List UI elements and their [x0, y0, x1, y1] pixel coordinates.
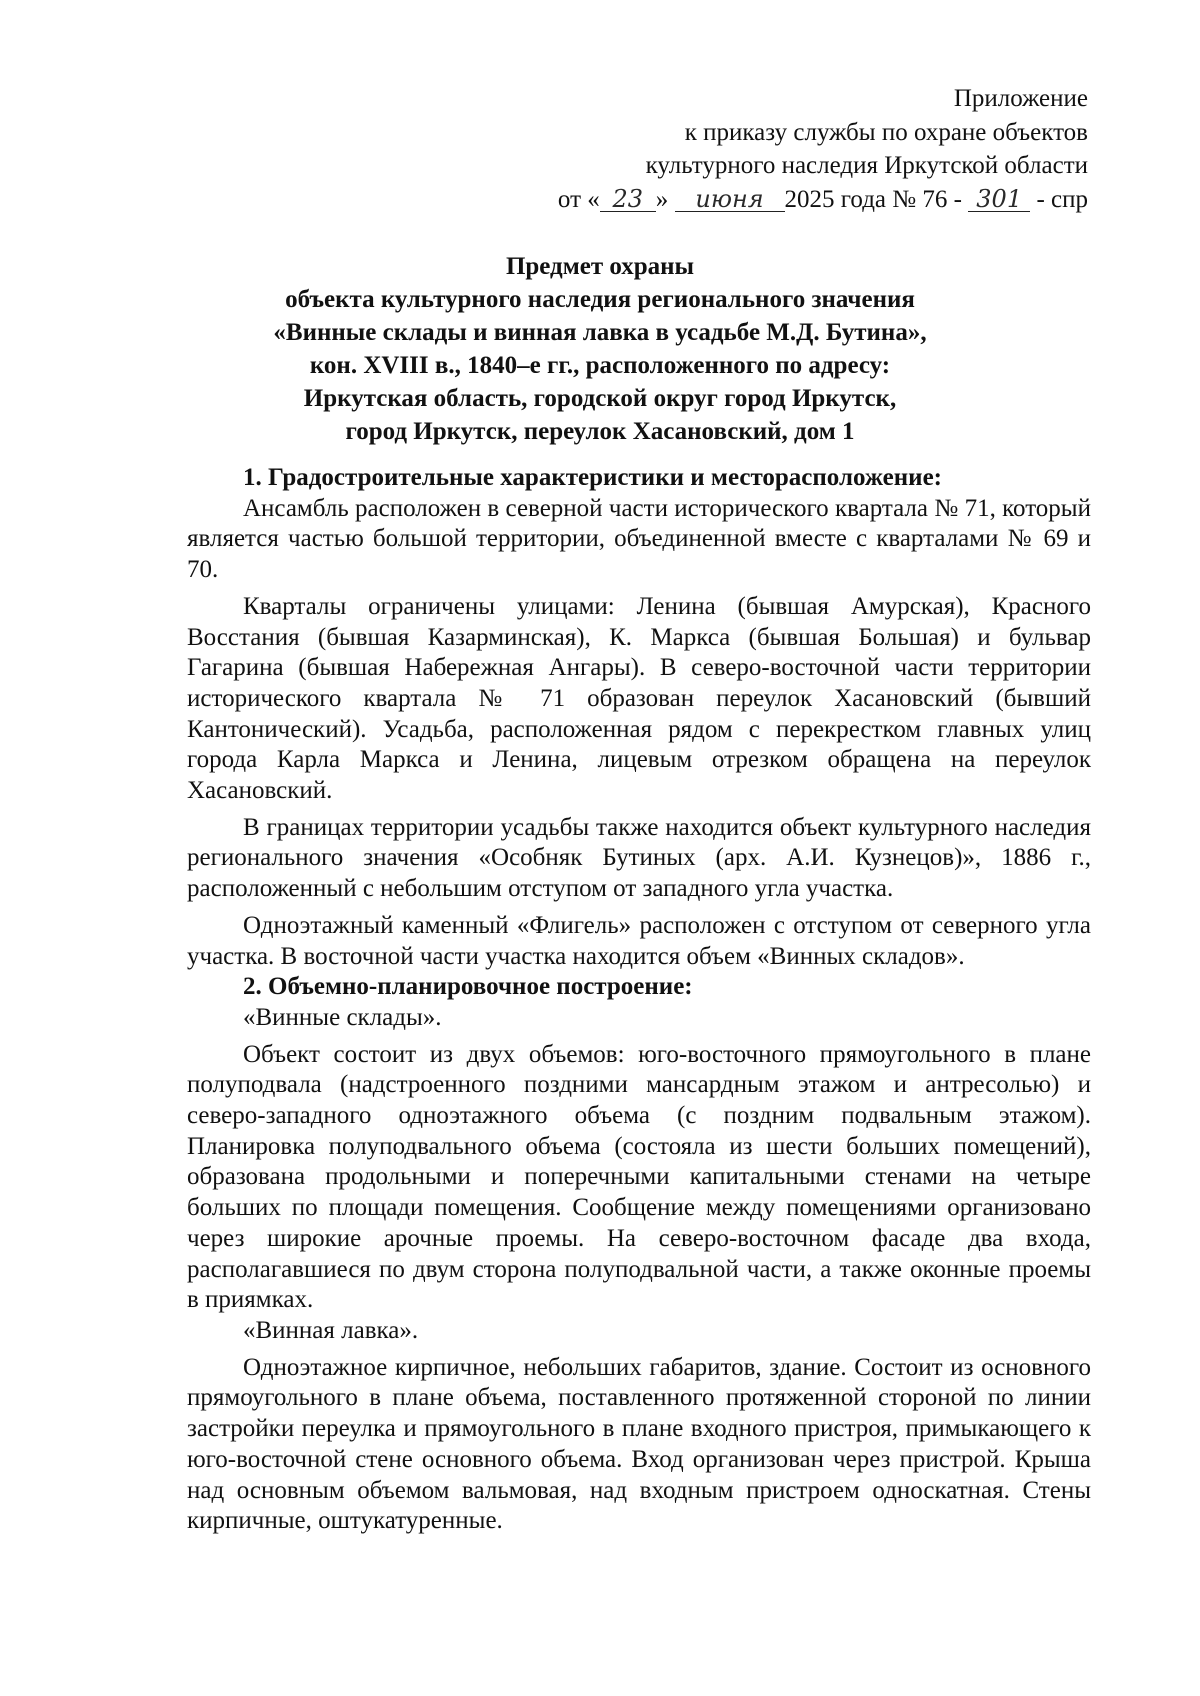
title-line-5: Иркутская область, городской округ город Иркутск,: [303, 385, 897, 412]
date-prefix: от «: [557, 185, 600, 213]
order-authority-line: культурного наследия Иркутской области: [645, 152, 1088, 179]
title-line-2: объекта культурного наследия регионального значения: [285, 286, 915, 313]
section-1-heading: 1. Градостроительные характеристики и месторасположение:: [243, 464, 942, 491]
wine-warehouses-label: «Винные склады».: [243, 1003, 442, 1031]
wine-shop-label: «Винная лавка».: [243, 1316, 419, 1344]
section-2-paragraph-1: Объект состоит из двух объемов: юго-восточного прямоугольного в плане полуподвала (надстроенного поздними мансардным этажом и антресолью) и северо-западного одноэтажного объема (с поздним подвальным этажом). Планировка полуподвального объема (состояла из шести больших помещений), образована продольными и поперечными капитальными стенами на четыре больших по площади помещения. Сообщение между помещениями организовано через широкие арочные проемы. На северо-восточном фасаде два входа, располагавшиеся по двум сторона полуподвальной части, а также оконные проемы в приямках.: [187, 1040, 1091, 1314]
handwritten-day: 23: [600, 187, 656, 212]
title-line-4: кон. XVIII в., 1840–е гг., расположенного по адресу:: [309, 352, 891, 379]
document-body: [187, 463, 1091, 1537]
document-title: [0, 250, 1200, 448]
title-line-6: город Иркутск, переулок Хасановский, дом 1: [345, 418, 855, 445]
order-reference-line: к приказу службы по охране объектов: [684, 118, 1088, 146]
order-date-line: [558, 183, 1088, 217]
section-1-paragraph-2: Кварталы ограничены улицами: Ленина (бывшая Амурская), Красного Восстания (бывшая Казарминская), К. Маркса (бывшая Большая) и бульвар Гагарина (бывшая Набережная Ангары). В северо-восточной части территории исторического квартала № 71 образован переулок Хасановский (бывший Кантонический). Усадьба, расположенная рядом с перекрестком главных улиц города Карла Маркса и Ленина, лицевым отрезком обращена на переулок Хасановский.: [187, 592, 1091, 805]
title-line-1: Предмет охраны: [505, 253, 695, 280]
section-1-paragraph-1: Ансамбль расположен в северной части исторического квартала № 71, который является частью большой территории, объединенной вместе с кварталами № 69 и 70.: [187, 494, 1091, 584]
title-line-3: «Винные склады и винная лавка в усадьбе М.Д. Бутина»,: [273, 319, 927, 346]
section-1-paragraph-3: В границах территории усадьбы также находится объект культурного наследия регионального значения «Особняк Бутиных (арх. А.И. Кузнецов)», 1886 г., расположенный с небольшим отступом от западного угла участка.: [187, 813, 1091, 903]
section-2-heading: 2. Объемно-планировочное построение:: [243, 973, 693, 1001]
date-quote-close: »: [655, 185, 669, 213]
handwritten-month: июня: [675, 187, 785, 212]
section-2-paragraph-2: Одноэтажное кирпичное, небольших габаритов, здание. Состоит из основного прямоугольного в плане объема, поставленного протяженной стороной по линии застройки переулка и прямоугольного в плане входного пристроя, примыкающего к юго-восточной стене основного объема. Вход организован через пристрой. Крыша над основным объемом вальмовая, над входным пристроем односкатная. Стены кирпичные, оштукатуренные.: [187, 1353, 1091, 1535]
order-suffix: - спр: [1036, 185, 1088, 213]
date-year: 2025 года № 76 -: [784, 185, 962, 213]
handwritten-order-number: 301: [968, 187, 1030, 212]
appendix-label: Приложение: [953, 85, 1088, 112]
appendix-header: [558, 82, 1088, 216]
section-1-paragraph-4: Одноэтажный каменный «Флигель» расположен с отступом от северного угла участка. В восточной части участка находится объем «Винных складов».: [187, 911, 1091, 970]
